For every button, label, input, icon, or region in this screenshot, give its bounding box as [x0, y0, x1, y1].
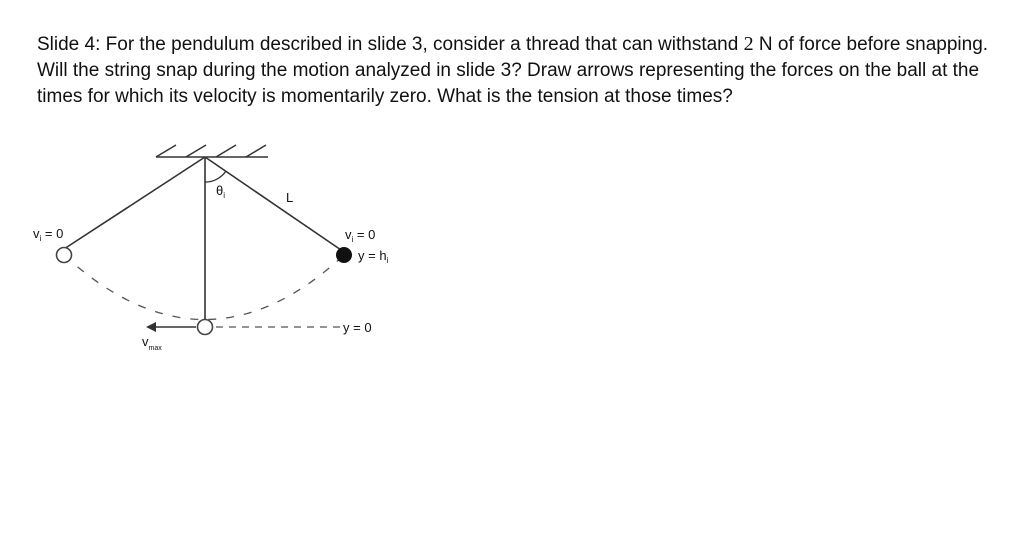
length-label: L	[286, 190, 294, 205]
question-suffix: N of force before snapping. Will the string snap during the motion analyzed in slide 3? Draw arrows representing the forces on the ball at the times for which its velocity is momentarily zero. What is the tension at those times?	[37, 34, 989, 107]
right-height-label: $y = h_i$	[358, 248, 389, 265]
swing-path	[64, 255, 344, 320]
angle-arc	[205, 171, 226, 182]
ball-left-open	[57, 248, 72, 263]
ball-right-filled	[336, 247, 352, 263]
velocity-max-arrow	[146, 322, 196, 332]
force-value: 2	[743, 33, 754, 55]
question-prefix: Slide 4: For the pendulum described in slide 3, consider a thread that can withstand	[37, 34, 744, 55]
vmax-label: $v_{max}$	[142, 334, 162, 352]
right-velocity-label: $v_i = 0$	[345, 227, 376, 244]
angle-label: $\theta_i$	[216, 183, 226, 200]
pendulum-string-left	[64, 157, 205, 249]
bottom-height-label: y = 0	[343, 320, 372, 335]
ceiling-support	[156, 145, 268, 157]
left-velocity-label: $v_i = 0$	[33, 226, 64, 243]
ball-bottom-open	[198, 320, 213, 335]
